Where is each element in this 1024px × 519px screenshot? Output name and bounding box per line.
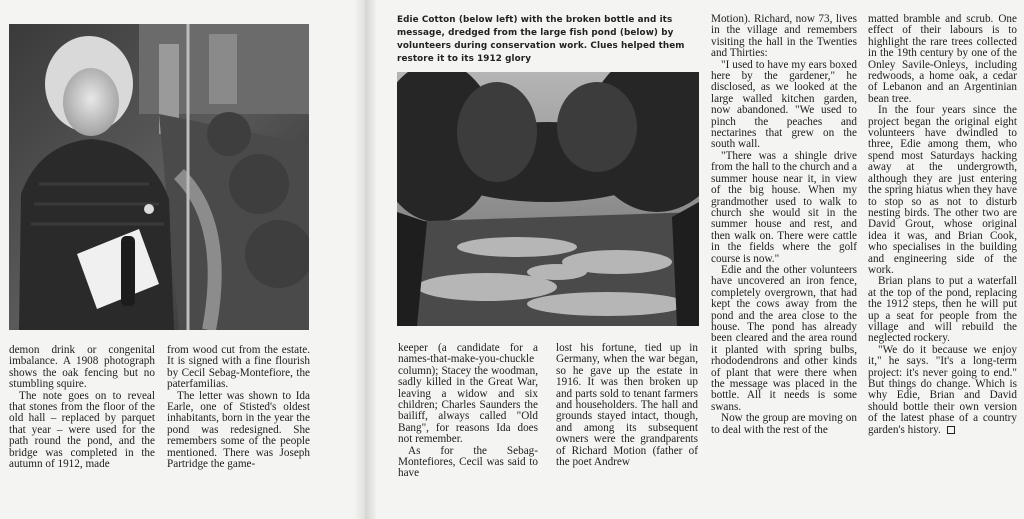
paragraph-last: [868, 345, 1017, 436]
paragraph: Now the group are moving on to deal with the rest of the: [711, 412, 857, 436]
photo-fish-pond: [397, 72, 699, 326]
article-column-6: [868, 14, 1017, 436]
photo-caption: Edie Cotton (below left) with the broken bottle and its message, dredged from the large fish pond (below) by volunteers during conservation work. Clues helped them restore it to its 1912 glory: [397, 15, 685, 64]
article-column-3: [398, 343, 538, 480]
paragraph: Brian plans to put a waterfall at the top of the pond, replacing the 1912 steps, then he will put up a seat for people from the village and will rebuild the neglected rockery.: [868, 275, 1017, 345]
paragraph: In the four years since the project began the original eight volunteers have dwindled to three, Edie among them, who spend most Saturdays hacking away at the undergrowth, although they are just entering the spring hiatus when they have to stop so as not to disturb nesting birds. The other two are David Grout, whose original idea it was, and Brian Cook, who specialises in the building and engineering side of the work.: [868, 104, 1017, 276]
pond-photo-image: [397, 72, 699, 326]
paragraph: "I used to have my ears boxed here by the gardener," he disclosed, as we looked at the large walled kitchen garden, now abandoned. "We used to pinch the peaches and nectarines that grew on the south wall.: [711, 58, 857, 151]
photo-edie-cotton: [9, 24, 309, 330]
article-column-1: [9, 345, 155, 470]
paragraph: lost his fortune, tied up in Germany, when the war began, so he gave up the estate in 1916. It was then broken up and parts sold to tenant farmers and householders. The hall and grounds stayed intact, though, and among its subsequent owners were the grandparents of Richard Motion (father of the poet Andrew: [556, 342, 698, 469]
paragraph-text: "We do it because we enjoy it," he says. "It's a long-term project: it's never going to end." But things do change. Which is why Edie, Brian and David should bottle their own version of the latest phase of a country garden's history.: [868, 343, 1017, 436]
paragraph: Motion). Richard, now 73, lives in the village and remembers visiting the hall in the Twenties and Thirties:: [711, 13, 857, 60]
paragraph: Edie and the other volunteers have uncovered an iron fence, completely overgrown, that had kept the cows away from the pond and the area close to the house. The pond has already been cleared and the area round it planted with spring bulbs, rhododendrons and other kinds of plant that were there when the message was placed in the bottle. All it needs is some swans.: [711, 263, 857, 413]
page-fold: [354, 0, 376, 519]
portrait-photo-image: [9, 24, 309, 330]
end-of-article-mark: [947, 426, 955, 434]
paragraph: keeper (a candidate for a names-that-make-you-chuckle column); Stacey the woodman, sadly killed in the Great War, leaving a widow and six children; Charles Saunders the bailiff, always called "Old Bang", for reasons Ida does not remember.: [398, 342, 538, 446]
paragraph: As for the Sebag-Montefiores, Cecil was said to have: [398, 444, 538, 480]
paragraph: demon drink or congenital imbalance. A 1908 photograph shows the oak fencing but no stumbling squire.: [9, 344, 155, 391]
article-column-2: [167, 345, 310, 470]
paragraph: The note goes on to reveal that stones from the floor of the old hall – replaced by parquet that year – were used for the path round the pond, and the bridge was completed in the autumn of 1912, made: [9, 389, 155, 471]
paragraph: from wood cut from the estate. It is signed with a fine flourish by Cecil Sebag-Montefiore, the paterfamilias.: [167, 344, 310, 391]
paragraph: The letter was shown to Ida Earle, one of Stisted's oldest inhabitants, born in the year the pond was redesigned. She remembers some of the people mentioned. There was Joseph Partridge the game-: [167, 389, 310, 471]
article-column-5: [711, 14, 857, 436]
paragraph: "There was a shingle drive from the hall to the church and a summer house near it, in view of the big house. When my grandmother used to walk to church she would sit in the summer house and rest, and then walk on. There were cattle in the fields where the golf course is now.": [711, 149, 857, 265]
article-column-4: [556, 343, 698, 468]
paragraph: matted bramble and scrub. One effect of their labours is to highlight the rare trees collected in the 19th century by one of the Onley Savile-Onleys, including redwoods, a home oak, a cedar of Lebanon and an Argentinian bean tree.: [868, 13, 1017, 105]
